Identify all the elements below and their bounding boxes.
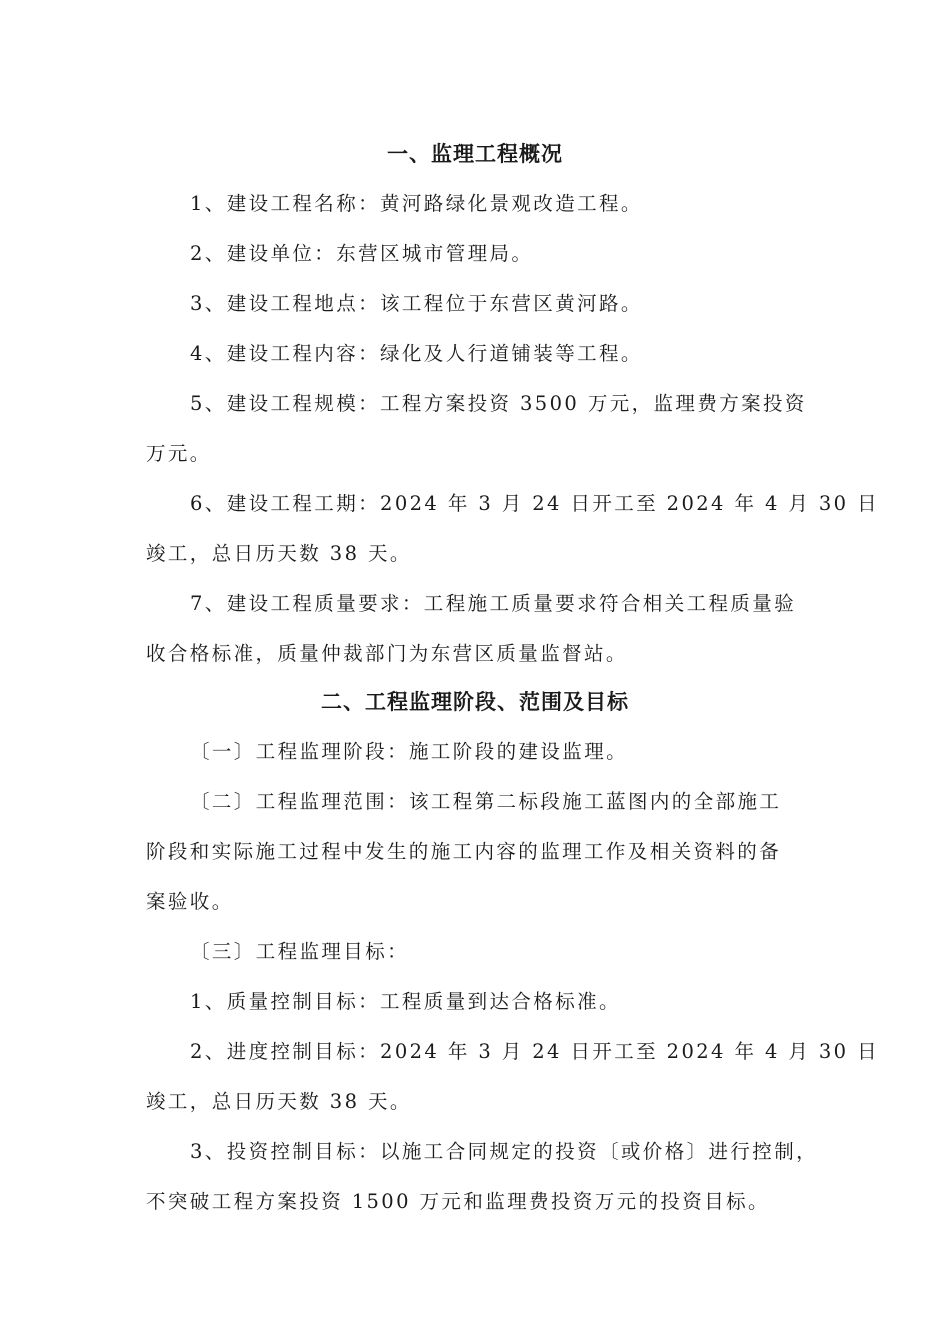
paragraph-line: 竣工，总日历天数 38 天。 [146,542,412,565]
paragraph-line: 竣工，总日历天数 38 天。 [146,1090,412,1113]
paragraph-line: 2、进度控制目标：2024 年 3 月 24 日开工至 2024 年 4 月 30 日 [190,1040,879,1063]
paragraph-line: 5、建设工程规模：工程方案投资 3500 万元，监理费方案投资 [190,392,807,415]
paragraph-line: 案验收。 [146,890,234,913]
paragraph-line: 4、建设工程内容：绿化及人行道铺装等工程。 [190,342,643,365]
paragraph-line: 〔一〕工程监理阶段：施工阶段的建设监理。 [190,740,629,763]
section-title-2: 二、工程监理阶段、范围及目标 [321,690,629,714]
section-title-1: 一、监理工程概况 [387,142,563,166]
paragraph-line: 7、建设工程质量要求：工程施工质量要求符合相关工程质量验 [190,592,797,615]
paragraph-line: 〔二〕工程监理范围：该工程第二标段施工蓝图内的全部施工 [190,790,782,813]
paragraph-line: 1、建设工程名称：黄河路绿化景观改造工程。 [190,192,643,215]
paragraph-line: 1、质量控制目标：工程质量到达合格标准。 [190,990,621,1013]
paragraph-line: 3、投资控制目标：以施工合同规定的投资〔或价格〕进行控制， [190,1140,819,1163]
paragraph-line: 3、建设工程地点：该工程位于东营区黄河路。 [190,292,643,315]
paragraph-line: 6、建设工程工期：2024 年 3 月 24 日开工至 2024 年 4 月 30 日 [190,492,879,515]
paragraph-line: 〔三〕工程监理目标： [190,940,410,963]
paragraph-line: 万元。 [146,442,212,465]
paragraph-line: 收合格标准，质量仲裁部门为东营区质量监督站。 [146,642,628,665]
paragraph-line: 阶段和实际施工过程中发生的施工内容的监理工作及相关资料的备 [146,840,782,863]
paragraph-line: 2、建设单位：东营区城市管理局。 [190,242,534,265]
paragraph-line: 不突破工程方案投资 1500 万元和监理费投资万元的投资目标。 [146,1190,770,1213]
